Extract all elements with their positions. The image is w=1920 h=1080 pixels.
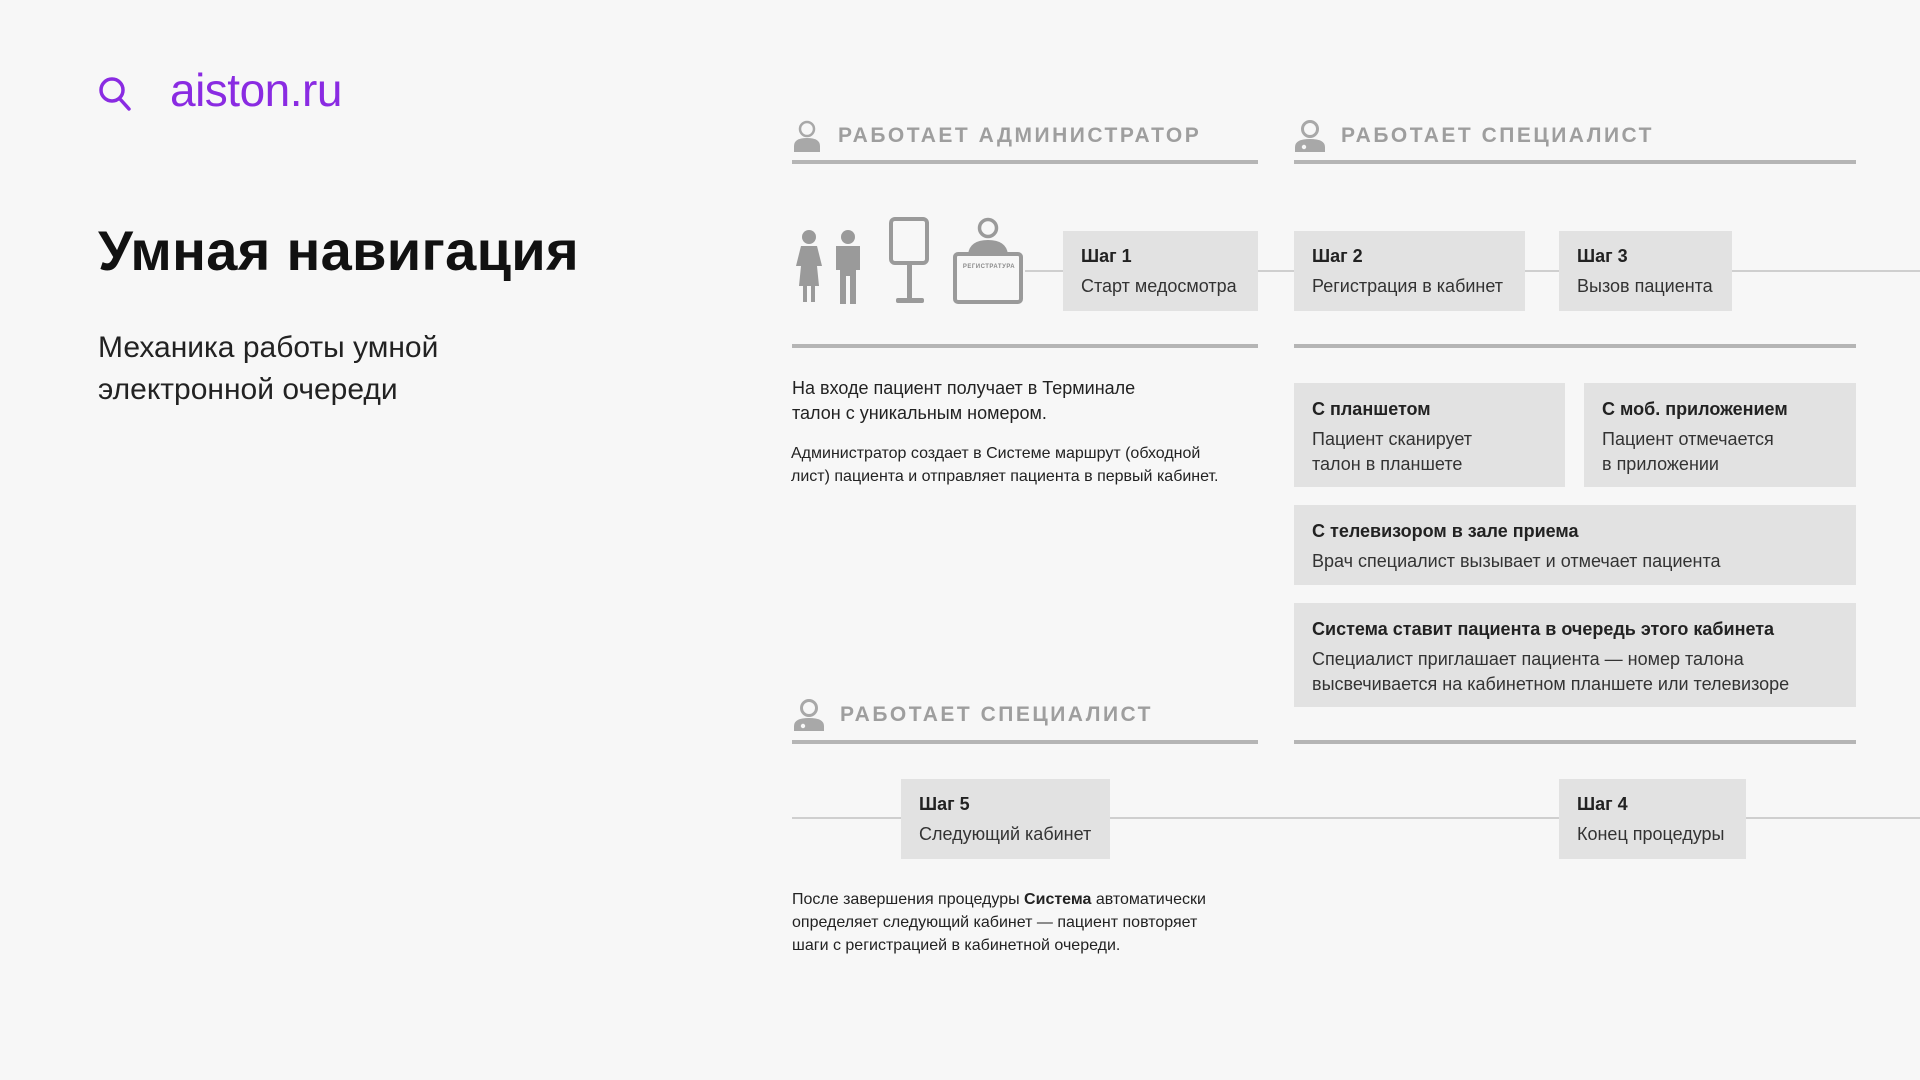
- brand-name[interactable]: aiston.ru: [170, 64, 342, 116]
- text-line: Пациент сканирует: [1312, 429, 1473, 449]
- step-4: [1559, 779, 1746, 859]
- step-4-heading: Шаг 4: [1577, 794, 1628, 814]
- system-queue-text: [1312, 647, 1838, 697]
- step-2: [1294, 231, 1525, 311]
- step-3-heading: Шаг 3: [1577, 246, 1628, 266]
- final-description: [792, 888, 1232, 957]
- system-emphasis: Система: [1024, 891, 1092, 908]
- search-icon: [98, 74, 134, 114]
- page-subtitle: Механика работы умной электронной очереди: [98, 331, 439, 406]
- divider: [1294, 344, 1856, 348]
- text-line: Пациент отмечается: [1602, 429, 1774, 449]
- step-1-text: Старт медосмотра: [1081, 276, 1237, 296]
- option-mobile-heading: С моб. приложением: [1602, 399, 1788, 419]
- step-2-heading: Шаг 2: [1312, 246, 1363, 266]
- option-mobile-app: [1584, 383, 1856, 487]
- step-1: [1063, 231, 1258, 311]
- role-admin-label: РАБОТАЕТ АДМИНИСТРАТОР: [838, 124, 1202, 147]
- step-5-text: Следующий кабинет: [919, 824, 1092, 844]
- page-title: Умная навигация: [98, 219, 579, 282]
- logo[interactable]: [98, 74, 134, 119]
- text-line: Специалист приглашает пациента — номер талона: [1312, 649, 1744, 669]
- step-3: [1559, 231, 1732, 311]
- registry-desk-icon: [952, 216, 1026, 311]
- option-tablet-text: [1312, 427, 1547, 477]
- text-line: высвечивается на кабинетном планшете или телевизоре: [1312, 674, 1790, 694]
- terminal-icon: [888, 216, 932, 311]
- divider: [1294, 740, 1856, 744]
- text-span: После завершения процедуры: [792, 891, 1025, 908]
- step-5: [901, 779, 1110, 859]
- system-queue-heading: Система ставит пациента в очередь этого кабинета: [1312, 619, 1775, 639]
- doctor-icon: [792, 698, 826, 732]
- step-1-heading: Шаг 1: [1081, 246, 1132, 266]
- system-queue-box: [1294, 603, 1856, 707]
- patients-icon: [792, 228, 868, 311]
- role-specialist-label: РАБОТАЕТ СПЕЦИАЛИСТ: [840, 703, 1154, 726]
- registry-label: РЕГИСТРАТУРА: [962, 264, 1016, 270]
- administrator-icon: [792, 119, 824, 153]
- option-tablet-heading: С планшетом: [1312, 399, 1431, 419]
- step-3-text: Вызов пациента: [1577, 276, 1713, 296]
- admin-description-main: На входе пациент получает в Терминале талон с уникальным номером.: [792, 378, 1136, 423]
- option-tv-text: Врач специалист вызывает и отмечает пациента: [1312, 551, 1721, 571]
- option-mobile-text: [1602, 427, 1838, 477]
- option-tablet: [1294, 383, 1565, 487]
- divider: [792, 344, 1258, 348]
- divider: [1294, 160, 1856, 164]
- text-line: в приложении: [1602, 454, 1719, 474]
- step-5-heading: Шаг 5: [919, 794, 970, 814]
- option-tv: [1294, 505, 1856, 585]
- divider: [792, 160, 1258, 164]
- role-specialist-label: РАБОТАЕТ СПЕЦИАЛИСТ: [1341, 124, 1655, 147]
- text-line: талон в планшете: [1312, 454, 1463, 474]
- step-2-text: Регистрация в кабинет: [1312, 276, 1504, 296]
- role-specialist-header: [1293, 119, 1654, 153]
- step-4-text: Конец процедуры: [1577, 824, 1725, 844]
- role-specialist-header-bottom: [792, 698, 1153, 732]
- doctor-icon: [1293, 119, 1327, 153]
- text-span: автоматически определяет следующий кабинет — пациент повторяет шаги с регистрацией в кабинетной очереди.: [792, 891, 1206, 954]
- role-admin-header: [792, 119, 1201, 153]
- divider: [792, 740, 1258, 744]
- admin-description-detail: Администратор создает в Системе маршрут (обходной лист) пациента и отправляет пациента в первый кабинет.: [791, 445, 1219, 485]
- option-tv-heading: С телевизором в зале приема: [1312, 521, 1579, 541]
